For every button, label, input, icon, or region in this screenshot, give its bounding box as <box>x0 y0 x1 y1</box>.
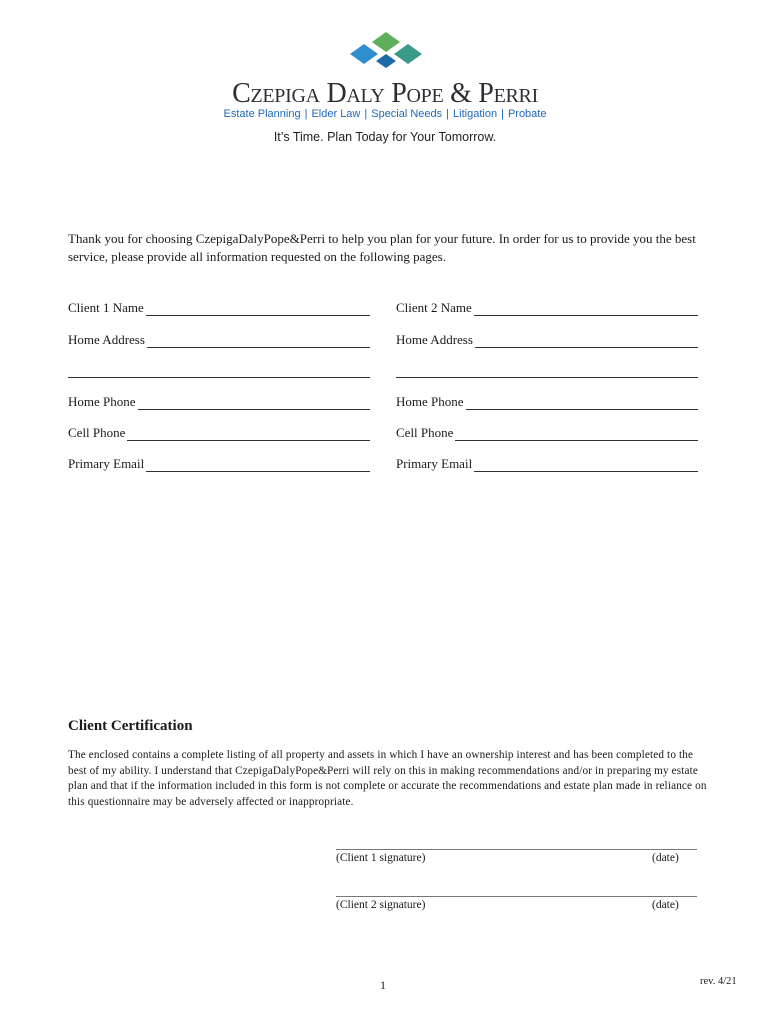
client1-address-line2[interactable] <box>68 376 370 378</box>
revision-label: rev. 4/21 <box>700 976 737 987</box>
client2-home-phone-label: Home Phone <box>396 394 464 409</box>
client2-email-field[interactable] <box>396 454 698 472</box>
certification-title: Client Certification <box>68 718 193 734</box>
client2-cell-phone-field[interactable] <box>396 423 698 441</box>
service-elder-law: Elder Law <box>311 108 361 120</box>
client1-home-phone-field[interactable] <box>68 392 370 410</box>
client1-date-label: (date) <box>652 852 679 864</box>
client2-signature-label: (Client 2 signature) <box>336 899 426 911</box>
services-list: Estate Planning | Elder Law | Special Needs | Litigation | Probate <box>223 108 547 120</box>
tagline: It’s Time. Plan Today for Your Tomorrow. <box>273 130 497 144</box>
client1-signature-label: (Client 1 signature) <box>336 852 426 864</box>
client2-email-label: Primary Email <box>396 456 473 471</box>
client1-signature-line[interactable] <box>336 848 697 850</box>
client1-address-label: Home Address <box>68 332 145 347</box>
page-number: 1 <box>380 978 386 992</box>
client1-email-field[interactable] <box>68 454 370 472</box>
service-litigation: Litigation <box>453 108 498 120</box>
client1-home-phone-label: Home Phone <box>68 394 136 409</box>
client2-cell-phone-label: Cell Phone <box>396 425 454 440</box>
client1-email-label: Primary Email <box>68 456 145 471</box>
client2-signature-line[interactable] <box>336 895 697 897</box>
client1-cell-phone-field[interactable] <box>68 423 370 441</box>
client2-home-phone-field[interactable] <box>396 392 698 410</box>
client1-address-field[interactable] <box>68 330 370 348</box>
client2-name-field[interactable] <box>396 298 698 316</box>
client1-name-label: Client 1 Name <box>68 300 144 315</box>
client2-address-field[interactable] <box>396 330 698 348</box>
certification-text: The enclosed contains a complete listing of all property and assets in which I have an ownership interest and has been completed to the best of my ability. I understand that CzepigaDalyPope&Perri will rely on this in making recommendations and/or in preparing my estate plan and that if the information included in this form is not complete or accurate the recommendations and estate plan made in reliance on this questionnaire may be adversely affected or inappropriate. <box>68 749 707 808</box>
client1-name-field[interactable] <box>68 298 370 316</box>
firm-name: Czepiga Daly Pope & Perri <box>232 78 538 109</box>
client2-date-label: (date) <box>652 899 679 911</box>
service-special-needs: Special Needs <box>371 108 443 120</box>
intro-text: Thank you for choosing CzepigaDalyPope&Perri to help you plan for your future. In order for us to provide you the best service, please provide all information requested on the following pages. <box>68 231 696 264</box>
client1-cell-phone-label: Cell Phone <box>68 425 126 440</box>
client2-address-line2[interactable] <box>396 376 698 378</box>
service-probate: Probate <box>507 108 547 120</box>
service-estate-planning: Estate Planning <box>223 108 301 120</box>
firm-logo-icon <box>344 32 428 72</box>
client2-address-label: Home Address <box>396 332 473 347</box>
client2-name-label: Client 2 Name <box>396 300 472 315</box>
